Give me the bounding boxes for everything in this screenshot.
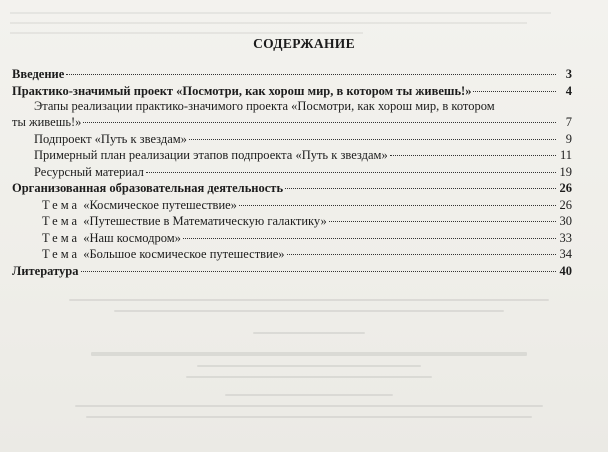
leader-dots	[473, 91, 556, 92]
toc-entry-label: Литература	[12, 263, 79, 278]
toc-entry-label: Ресурсный материал	[34, 164, 144, 179]
toc-entry-page: 30	[559, 214, 572, 228]
toc-entry-topic-cosmodrome[interactable]	[12, 230, 572, 247]
topic-prefix: Тема	[42, 214, 81, 228]
toc-entry-label: «Большое космическое путешествие»	[83, 247, 285, 261]
topic-prefix: Тема	[42, 247, 81, 261]
toc-entry-topic-math-galaxy[interactable]	[12, 213, 572, 230]
toc-entry-page: 7	[565, 115, 572, 129]
toc-entry-label: «Путешествие в Математическую галактику»	[83, 214, 327, 228]
toc-heading: СОДЕРЖАНИЕ	[253, 36, 355, 51]
leader-dots	[66, 74, 556, 75]
toc-entry-topic-space-journey[interactable]	[12, 197, 572, 214]
toc-entry-page: 33	[559, 230, 572, 245]
toc-entry-topic-big-space-journey[interactable]	[12, 246, 572, 263]
leader-dots	[189, 139, 556, 140]
toc-entry-page: 26	[559, 181, 572, 195]
leader-dots	[287, 254, 556, 255]
leader-dots	[285, 188, 556, 189]
toc-entry-label: Организованная образовательная деятельность	[12, 181, 284, 195]
toc-entry-label: Примерный план реализации этапов подпроекта «Путь к звездам»	[34, 148, 388, 162]
table-of-contents	[12, 66, 572, 279]
leader-dots	[81, 271, 556, 272]
toc-entry-page: 26	[559, 197, 572, 212]
toc-entry-page: 34	[559, 247, 572, 261]
leader-dots	[329, 221, 556, 222]
toc-entry-literature[interactable]	[12, 263, 572, 280]
toc-entry-introduction[interactable]	[12, 66, 572, 83]
toc-entry-project-stages[interactable]	[12, 99, 572, 131]
leader-dots	[83, 122, 556, 123]
leader-dots	[390, 155, 556, 156]
toc-entry-label: Практико-значимый проект «Посмотри, как хорош мир, в котором ты живешь!»	[12, 83, 472, 98]
toc-entry-page: 40	[559, 263, 572, 278]
toc-entry-label: «Космическое путешествие»	[83, 197, 237, 212]
toc-entry-subproject[interactable]	[12, 131, 572, 148]
toc-entry-label: «Наш космодром»	[83, 230, 181, 245]
toc-entry-project[interactable]	[12, 83, 572, 100]
leader-dots	[239, 205, 556, 206]
toc-entry-page: 9	[565, 131, 572, 146]
toc-entry-label: Введение	[12, 67, 65, 81]
bleed-through-text-bottom	[30, 290, 588, 452]
toc-entry-page: 19	[559, 164, 572, 179]
leader-dots	[146, 172, 556, 173]
toc-entry-page: 4	[565, 83, 572, 98]
toc-entry-resources[interactable]	[12, 164, 572, 181]
toc-entry-page: 3	[565, 67, 572, 81]
toc-entry-label-line1: Этапы реализации практико-значимого проекта «Посмотри, как хорош мир, в котором	[34, 99, 495, 113]
leader-dots	[183, 238, 556, 239]
topic-prefix: Тема	[42, 230, 81, 245]
topic-prefix: Тема	[42, 197, 81, 212]
toc-entry-plan[interactable]	[12, 147, 572, 164]
toc-entry-page: 11	[559, 148, 572, 162]
toc-entry-educational-activity[interactable]	[12, 180, 572, 197]
toc-entry-label-line2: ты живешь!»	[12, 115, 82, 129]
toc-entry-label: Подпроект «Путь к звездам»	[34, 131, 187, 146]
